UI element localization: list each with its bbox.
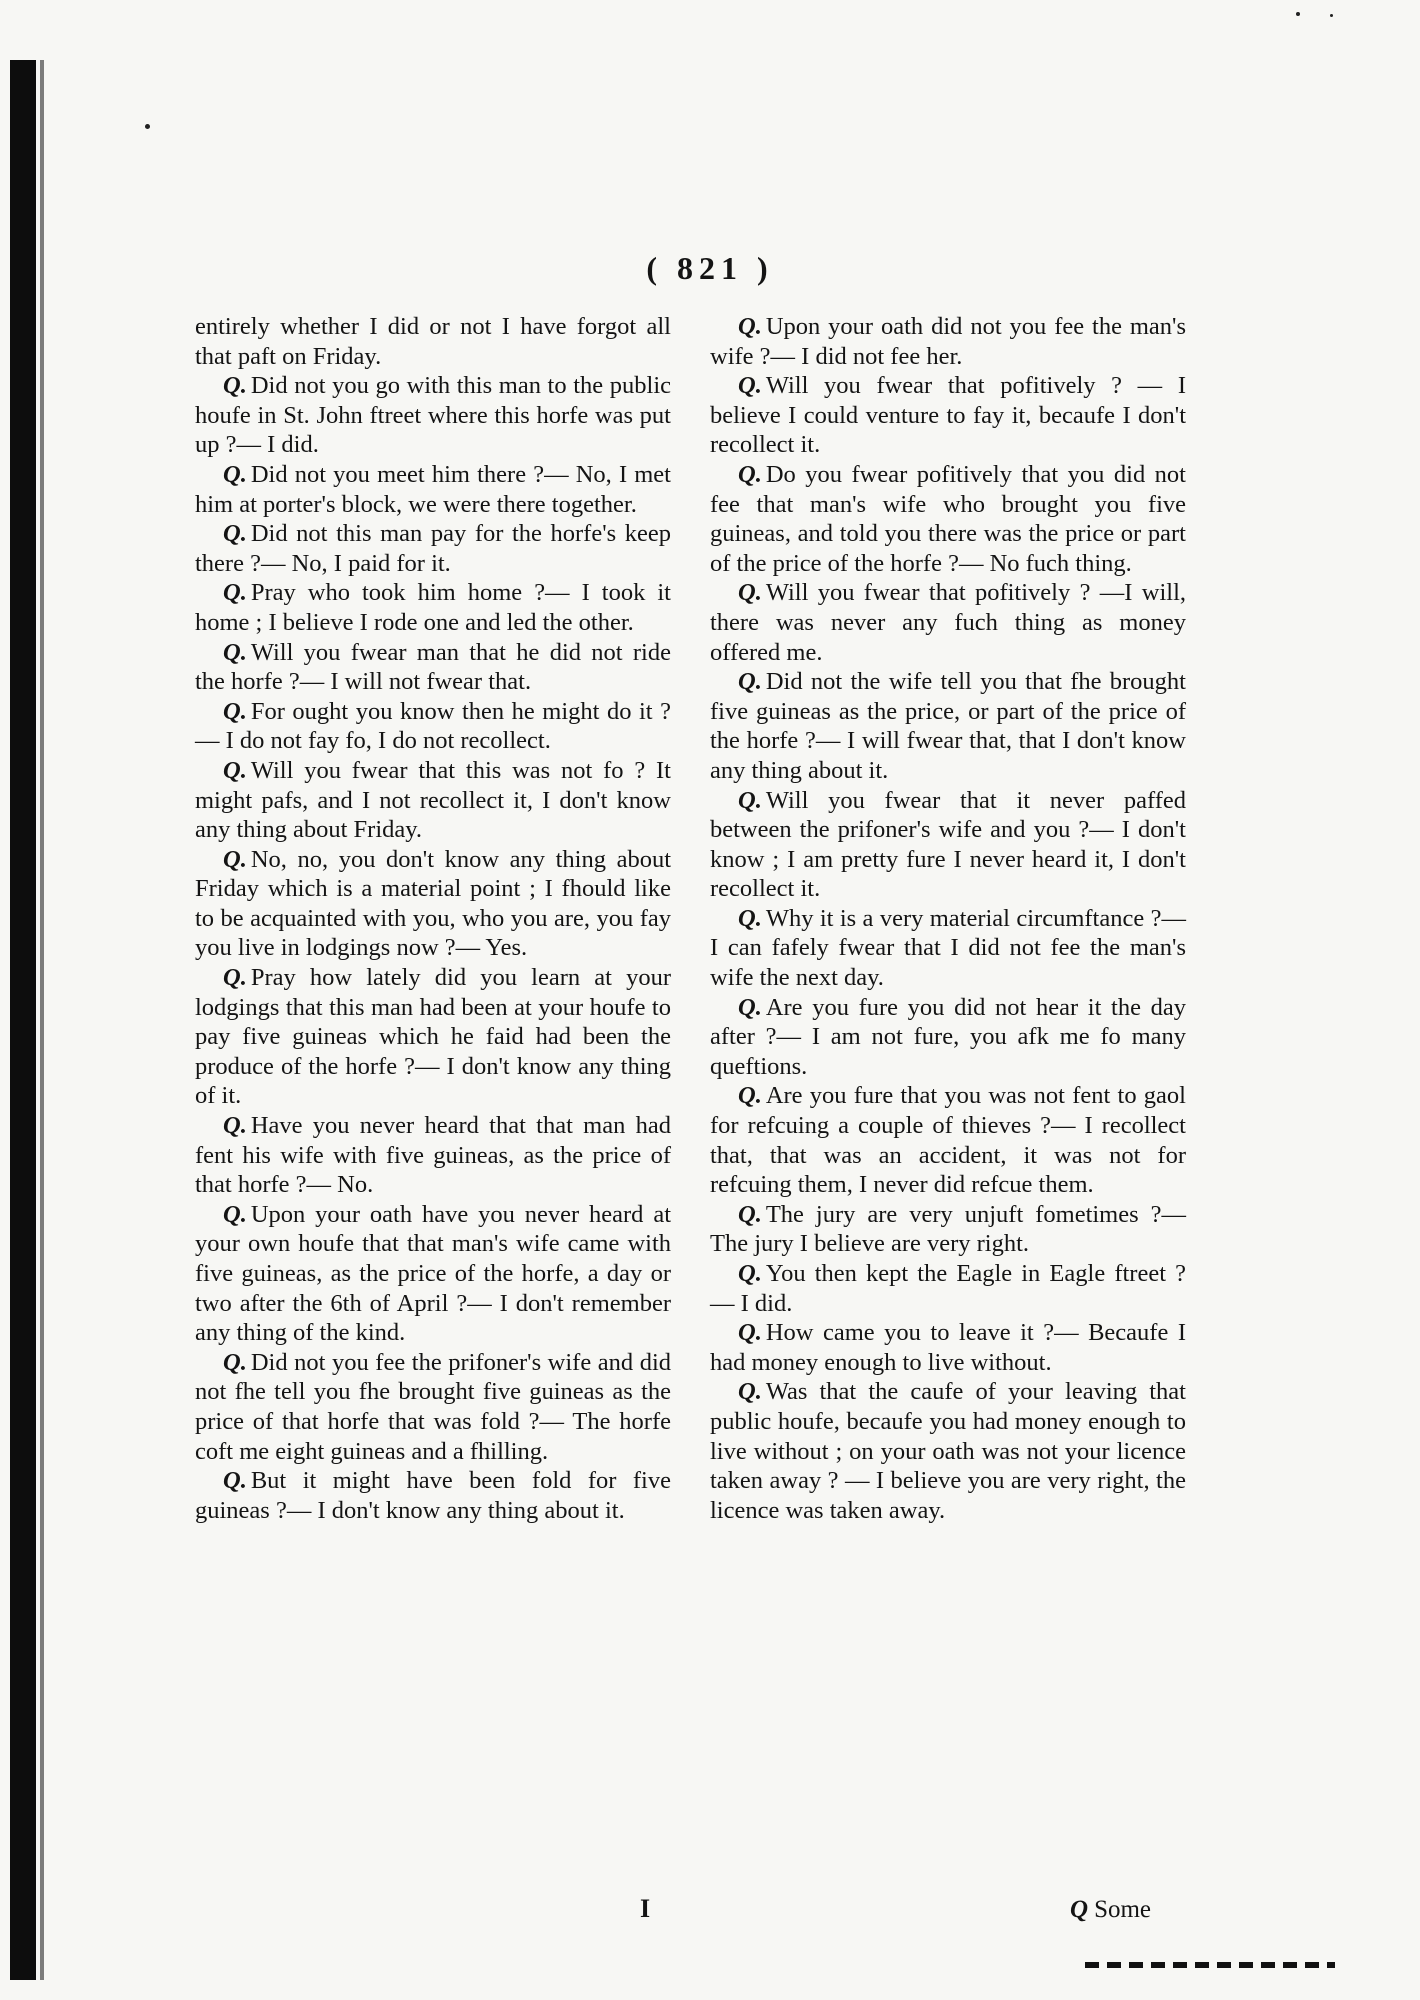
- bottom-edge-marks: [1085, 1962, 1335, 1968]
- testimony-paragraph: [195, 1200, 671, 1348]
- paragraph-text: For ought you know then he might do it ?— I do not fay fo, I do not recollect.: [195, 697, 671, 755]
- paragraph-text: No, no, you don't know any thing about Friday which is a material point ; I fhould like to be acquainted with you, who you are, you fay you live in lodgings now ?— Yes.: [195, 845, 671, 962]
- paragraph-text: Will you fwear that pofitively ? — I believe I could venture to fay it, becaufe I don't recollect it.: [710, 372, 1186, 459]
- paragraph-text: Did not you go with this man to the public houfe in St. John ftreet where this horfe was put up ?— I did.: [195, 372, 671, 459]
- testimony-paragraph: [710, 667, 1186, 785]
- question-marker: Q: [1070, 1896, 1089, 1923]
- paragraph-text: How came you to leave it ?— Becaufe I had money enough to live without.: [710, 1319, 1186, 1376]
- binding-edge: [10, 60, 36, 1980]
- question-marker: Q.: [738, 1378, 762, 1406]
- question-marker: Q.: [738, 1082, 762, 1110]
- question-marker: Q.: [738, 1319, 762, 1347]
- question-marker: Q.: [738, 1200, 762, 1228]
- ink-speck: [1330, 14, 1333, 17]
- text-column-right: [710, 312, 1186, 1525]
- paragraph-text: entirely whether I did or not I have forgot all that paft on Friday.: [195, 313, 671, 370]
- question-marker: Q.: [738, 668, 762, 696]
- testimony-paragraph: [710, 312, 1186, 371]
- testimony-paragraph: [710, 993, 1186, 1082]
- question-marker: Q.: [223, 638, 247, 666]
- testimony-paragraph: [710, 904, 1186, 993]
- testimony-paragraph: [195, 1111, 671, 1200]
- question-marker: Q.: [738, 993, 762, 1021]
- testimony-paragraph: [710, 1081, 1186, 1199]
- testimony-paragraph: [710, 1318, 1186, 1377]
- paragraph-text: The jury are very unjuft fometimes ?— The jury I believe are very right.: [710, 1200, 1186, 1258]
- question-marker: Q.: [223, 460, 247, 488]
- paragraph-text: Did not this man pay for the horfe's keep there ?— No, I paid for it.: [195, 520, 671, 577]
- page-number: ( 821 ): [646, 250, 774, 286]
- testimony-paragraph: [195, 638, 671, 697]
- question-marker: Q.: [223, 520, 247, 548]
- testimony-paragraph: [710, 1259, 1186, 1318]
- paragraph-text: Will you fwear that this was not fo ? It might pafs, and I not recollect it, I don't know any thing about Friday.: [195, 756, 671, 844]
- testimony-paragraph: [195, 519, 671, 578]
- question-marker: Q.: [223, 697, 247, 725]
- question-marker: Q.: [223, 756, 247, 784]
- paragraph-text: Did not you meet him there ?— No, I met him at porter's block, we were there together.: [195, 460, 671, 518]
- testimony-paragraph: [195, 1348, 671, 1466]
- paragraph-text: But it might have been fold for five guineas ?— I don't know any thing about it.: [195, 1467, 671, 1524]
- testimony-paragraph: [710, 1200, 1186, 1259]
- paragraph-text: Will you fwear that pofitively ? —I will, there was never any fuch thing as money offered me.: [710, 579, 1186, 666]
- catchword: [1070, 1896, 1151, 1924]
- text-column-left: [195, 312, 671, 1525]
- paragraph-text: Why it is a very material circumftance ?— I can fafely fwear that I did not fee the man's wife the next day.: [710, 904, 1186, 992]
- ink-speck: [145, 124, 150, 129]
- question-marker: Q.: [223, 1112, 247, 1140]
- question-marker: Q.: [738, 372, 762, 400]
- question-marker: Q.: [223, 579, 247, 607]
- paragraph-text: You then kept the Eagle in Eagle ftreet ?— I did.: [710, 1260, 1186, 1317]
- paragraph-text: Was that the caufe of your leaving that public houfe, becaufe you had money enough to live without ; on your oath was not your licence taken away ? — I believe you are very right, the licence was taken away.: [710, 1378, 1186, 1524]
- question-marker: Q.: [223, 1467, 247, 1495]
- paragraph-text: Have you never heard that that man had fent his wife with five guineas, as the price of that horfe ?— No.: [195, 1112, 671, 1199]
- paragraph-text: Pray how lately did you learn at your lodgings that this man had been at your houfe to pay five guineas which he faid had been the produce of the horfe ?— I don't know any thing of it.: [195, 964, 671, 1110]
- testimony-paragraph: [195, 697, 671, 756]
- testimony-paragraph: [710, 460, 1186, 578]
- question-marker: Q.: [223, 964, 247, 992]
- paragraph-text: Will you fwear that it never paffed between the prifoner's wife and you ?— I don't know ; I am pretty fure I never heard it, I don't recollect it.: [710, 786, 1186, 903]
- paragraph-text: Did not the wife tell you that fhe brought five guineas as the price, or part of the price of the horfe ?— I will fwear that, that I don't know any thing about it.: [710, 668, 1186, 784]
- testimony-paragraph: [710, 578, 1186, 667]
- question-marker: Q.: [738, 579, 762, 607]
- question-marker: Q.: [738, 786, 762, 814]
- question-marker: Q.: [738, 1260, 762, 1287]
- paragraph-text: Will you fwear man that he did not ride the horfe ?— I will not fwear that.: [195, 638, 671, 696]
- testimony-paragraph: [195, 371, 671, 460]
- paragraph-text: Upon your oath did not you fee the man's wife ?— I did not fee her.: [710, 313, 1186, 370]
- testimony-paragraph: [195, 460, 671, 519]
- paragraph-text: Did not you fee the prifoner's wife and did not fhe tell you fhe brought five guineas as the price of that horfe that was fold ?— The horfe coft me eight guineas and a fhilling.: [195, 1348, 671, 1465]
- paragraph-text: Pray who took him home ?— I took it home ; I believe I rode one and led the other.: [195, 579, 671, 636]
- testimony-paragraph: [195, 963, 671, 1111]
- question-marker: Q.: [738, 904, 762, 932]
- question-marker: Q.: [223, 1348, 247, 1376]
- paragraph-text: Do you fwear pofitively that you did not fee that man's wife who brought you five guineas, and told you there was the price or part of the price of the horfe ?— No fuch thing.: [710, 460, 1186, 577]
- catchword-text: Some: [1094, 1896, 1152, 1923]
- testimony-paragraph: [710, 1377, 1186, 1525]
- question-marker: Q.: [223, 845, 247, 873]
- question-marker: Q.: [738, 313, 762, 340]
- testimony-paragraph: [195, 1466, 671, 1525]
- question-marker: Q.: [738, 460, 762, 488]
- ink-speck: [1296, 12, 1300, 16]
- testimony-paragraph: [710, 786, 1186, 904]
- question-marker: Q.: [223, 372, 247, 400]
- testimony-paragraph: [195, 312, 671, 371]
- testimony-paragraph: [195, 845, 671, 963]
- testimony-paragraph: [195, 578, 671, 637]
- testimony-paragraph: [195, 756, 671, 845]
- question-marker: Q.: [223, 1200, 247, 1228]
- paragraph-text: Are you fure you did not hear it the day after ?— I am not fure, you afk me fo many queftions.: [710, 993, 1186, 1080]
- paragraph-text: Upon your oath have you never heard at your own houfe that that man's wife came with five guineas, as the price of the horfe, a day or two after the 6th of April ?— I don't remember any thing of the kind.: [195, 1200, 671, 1347]
- signature-mark: I: [640, 1894, 651, 1923]
- testimony-paragraph: [710, 371, 1186, 460]
- paragraph-text: Are you fure that you was not fent to gaol for refcuing a couple of thieves ?— I recollect that, that was an accident, it was not for refcuing them, I never did refcue them.: [710, 1082, 1186, 1199]
